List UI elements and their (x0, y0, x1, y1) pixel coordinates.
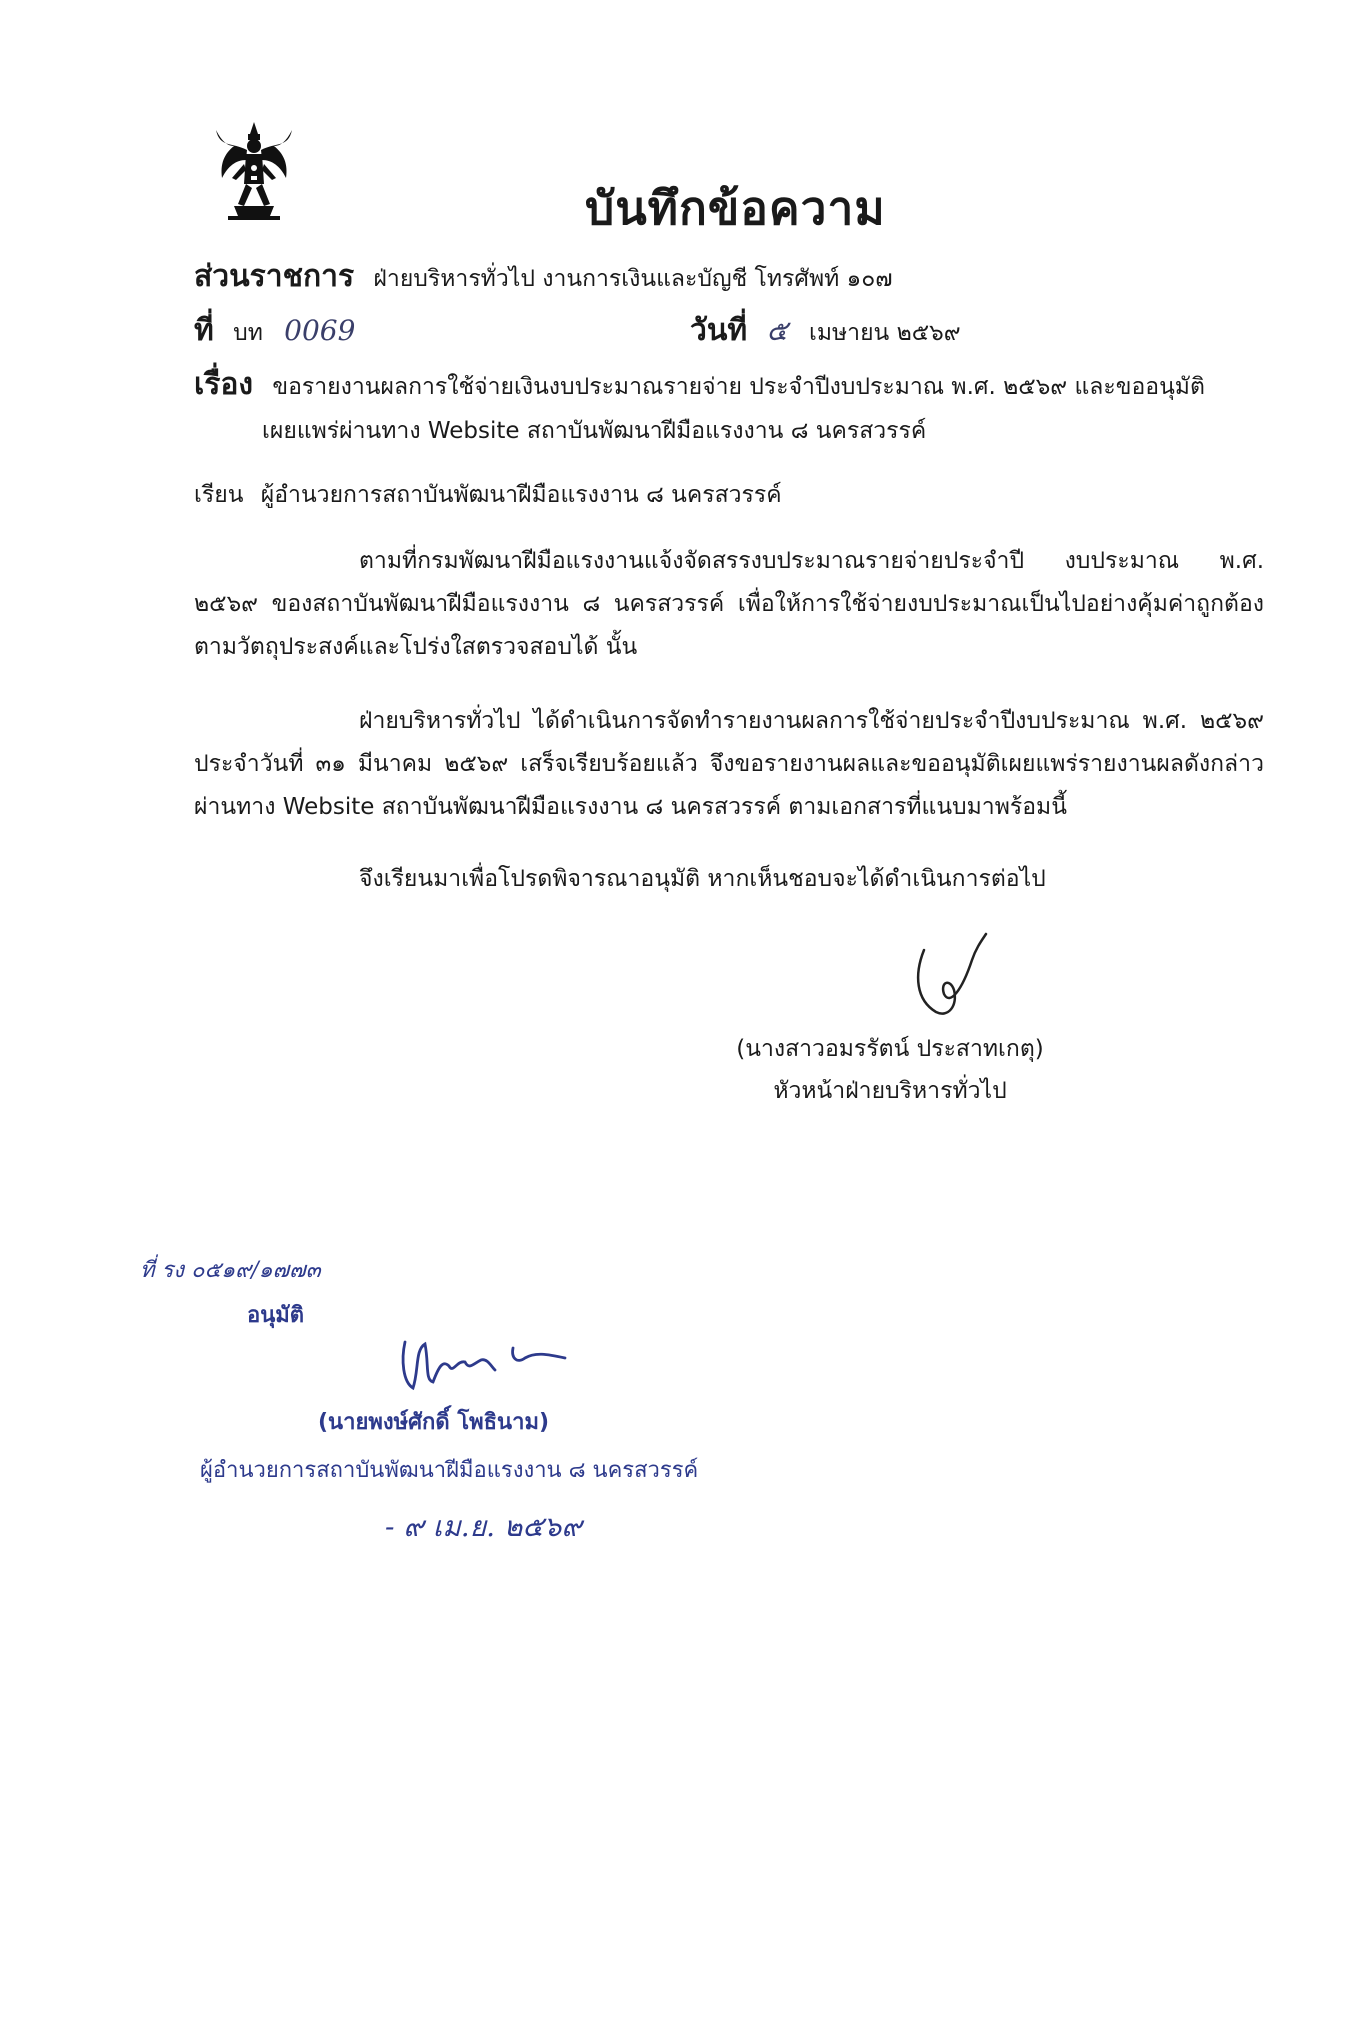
subject-text-line2: เผยแพร่ผ่านทาง Website สถาบันพัฒนาฝีมือแรงงาน ๘ นครสวรรค์ (262, 418, 927, 444)
reference-prefix: บท (233, 320, 263, 346)
memo-title: บันทึกข้อความ (585, 181, 886, 235)
reference-line (194, 307, 355, 354)
body-paragraph-3: จึงเรียนมาเพื่อโปรดพิจารณาอนุมัติ หากเห็นชอบจะได้ดำเนินการต่อไป (359, 866, 1046, 892)
garuda-emblem-icon (214, 120, 294, 220)
reference-number: 0069 (284, 314, 356, 347)
subject-line (194, 361, 1205, 408)
subject-label: เรื่อง (194, 367, 254, 402)
approver-name: (นายพงษ์ศักดิ์ โพธินาม) (318, 1410, 550, 1435)
date-day: ๕ (766, 314, 788, 347)
department-label: ส่วนราชการ (194, 259, 355, 294)
department-value: ฝ่ายบริหารทั่วไป งานการเงินและบัญชี โทรศัพท์ ๑๐๗ (373, 266, 893, 292)
approver-position: ผู้อำนวยการสถาบันพัฒนาฝีมือแรงงาน ๘ นครสวรรค์ (200, 1458, 699, 1483)
addressee-value: ผู้อำนวยการสถาบันพัฒนาฝีมือแรงงาน ๘ นครสวรรค์ (260, 482, 782, 508)
signer-position: หัวหน้าฝ่ายบริหารทั่วไป (773, 1078, 1007, 1104)
date-month-year: เมษายน ๒๕๖๙ (808, 320, 961, 346)
signer-signature (910, 930, 990, 1025)
body-paragraph-1: ตามที่กรมพัฒนาฝีมือแรงงานแจ้งจัดสรรงบประมาณรายจ่ายประจำปี งบประมาณ พ.ศ. ๒๕๖๙ ของสถาบันพัฒนาฝีมือแรงงาน ๘ นครสวรรค์ เพื่อให้การใช้จ่ายงบประมาณเป็นไปอย่างคุ้มค่าถูกต้องตามวัตถุประสงค์และโปร่งใสตรวจสอบได้ นั้น (194, 548, 1264, 660)
approval-date: - ๙ เม.ย. ๒๕๖๙ (385, 1510, 582, 1543)
approval-ref-note: ที่ รง ๐๕๑๙/๑๗๗๓ (140, 1258, 321, 1283)
signer-block (725, 1028, 1055, 1112)
date-label: วันที่ (690, 313, 748, 348)
reference-label: ที่ (194, 313, 214, 348)
body-paragraph-2: ฝ่ายบริหารทั่วไป ได้ดำเนินการจัดทำรายงานผลการใช้จ่ายประจำปีงบประมาณ พ.ศ. ๒๕๖๙ ประจำวันที่ ๓๑ มีนาคม ๒๕๖๙ เสร็จเรียบร้อยแล้ว จึงขอรายงานผลและขออนุมัติเผยแพร่รายงานผลดังกล่าว ผ่านทาง Website สถาบันพัฒนาฝีมือแรงงาน ๘ นครสวรรค์ ตามเอกสารที่แนบมาพร้อมนี้ (194, 708, 1264, 820)
approved-text: อนุมัติ (247, 1303, 305, 1328)
department-line (194, 253, 893, 300)
addressee-line (194, 477, 782, 513)
date-line (690, 307, 961, 354)
signer-name: (นางสาวอมรรัตน์ ประสาทเกตุ) (736, 1036, 1044, 1062)
approver-signature (395, 1330, 575, 1400)
subject-text-line1: ขอรายงานผลการใช้จ่ายเงินงบประมาณรายจ่าย ประจำปีงบประมาณ พ.ศ. ๒๕๖๙ และขออนุมัติ (272, 374, 1205, 400)
addressee-label: เรียน (194, 482, 244, 508)
